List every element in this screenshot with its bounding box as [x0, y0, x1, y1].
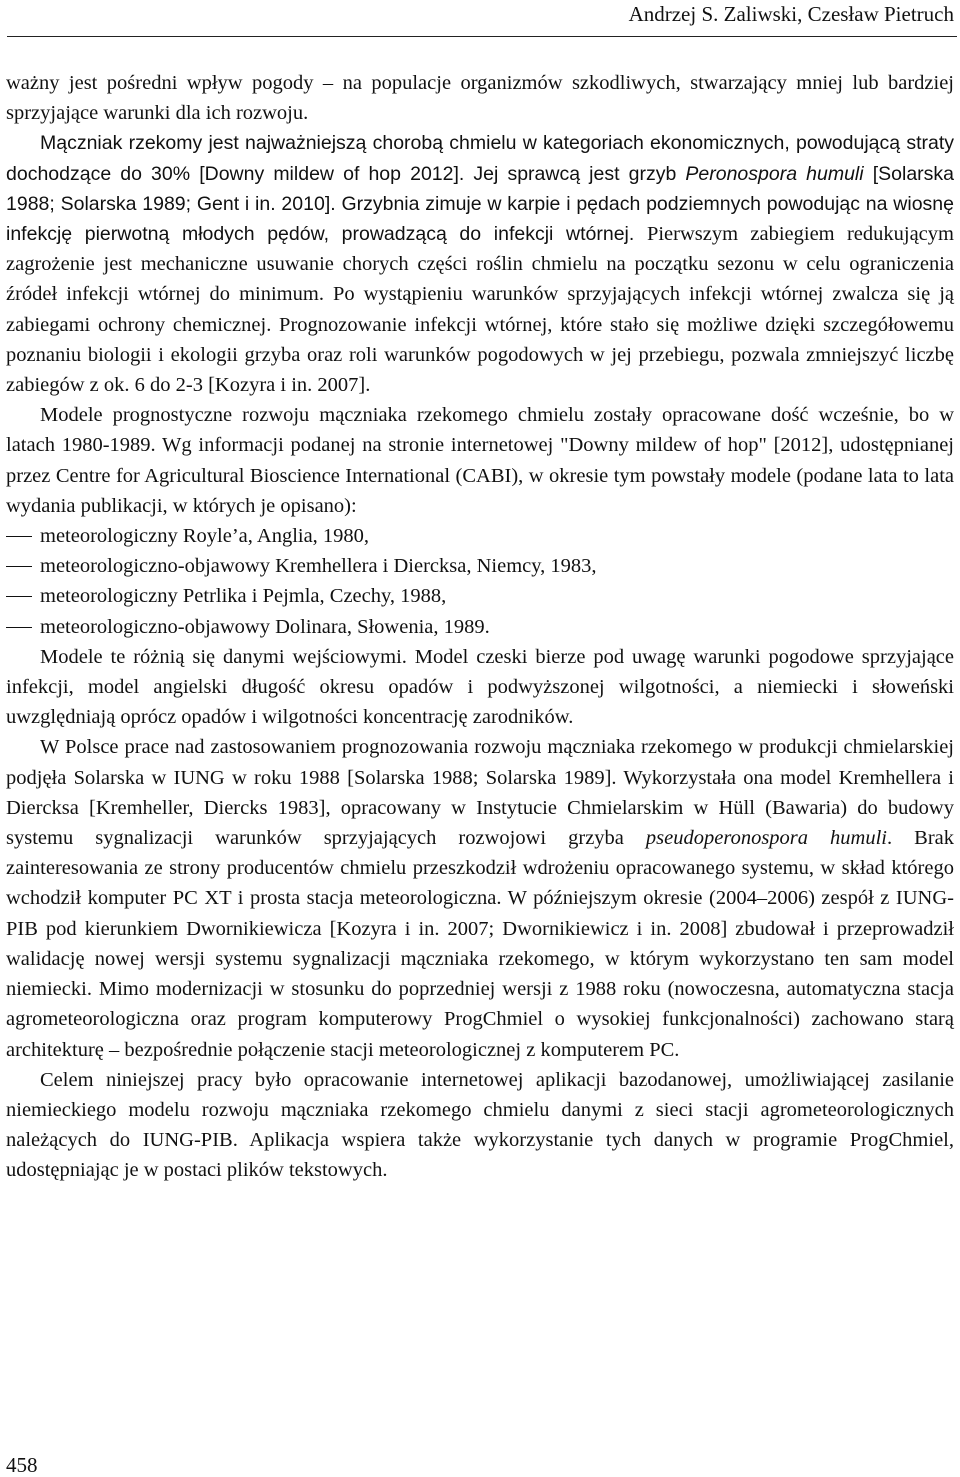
list-item	[6, 581, 954, 611]
page-number: 458	[6, 1453, 38, 1477]
list-item-text: meteorologiczny Royle’a, Anglia, 1980,	[40, 525, 370, 548]
paragraph-5: Celem niniejszej pracy było opracowanie internetowej aplikacji bazodanowej, umożliwiającej zasilanie niemieckiego modelu rozwoju mączniaka rzekomego chmielu danymi z sieci stacji agrometeorologicznych należących do IUNG-PIB. Aplikacja wspiera także wykorzystanie tych danych w programie ProgChmiel, udostępniając je w postaci plików tekstowych.	[6, 1068, 954, 1182]
list-item	[6, 521, 954, 551]
paragraph-1-lead: ważny jest pośredni wpływ pogody – na populacje organizmów szkodliwych, stwarzający mniej lub bardziej sprzyjające warunki dla ich rozwoju.	[6, 72, 954, 125]
paragraph-3: Modele te różnią się danymi wejściowymi. Model czeski bierze pod uwagę warunki pogodowe sprzyjające infekcji, model angielski długość okresu opadów i podwyższonej wilgotności, a niemiecki i słoweński uwzględniają oprócz opadów i wilgotności koncentrację zarodników.	[6, 645, 954, 729]
list-item	[6, 612, 954, 642]
paragraph-1-sans-b: [Solarska 1988; Solarska 1989; Gent i in. 2010]. Grzybnia zimuje w karpie i pędach podziemnych powodując na wiosnę infekcję pierwotną młodych pędów, prowadzącą do infekcji wtórnej.	[6, 162, 954, 246]
list-item-text: meteorologiczno-objawowy Kremhellera i Diercksa, Niemcy, 1983,	[40, 555, 597, 578]
list-item-text: meteorologiczny Petrlika i Pejmla, Czechy, 1988,	[40, 585, 447, 608]
paragraph-1-serif: Pierwszym zabiegiem redukującym zagrożenie jest mechaniczne usuwanie chorych części roślin chmielu na początku sezonu w celu ograniczenia źródeł infekcji wtórnej do minimum. Po wystąpieniu warunków sprzyjających infekcji wtórnej zwalcza się ją zabiegami ochrony chemicznej. Prognozowanie infekcji wtórnej, które stało się możliwe dzięki szczegółowemu poznaniu biologii i ekologii grzyba oraz roli warunków pogodowych w jej przebiegu, pozwala zmniejszyć liczbę zabiegów z ok. 6 do 2-3 [Kozyra i in. 2007].	[6, 223, 954, 397]
dash-bullet	[6, 596, 32, 597]
dash-bullet	[6, 627, 32, 628]
paragraph-1	[6, 68, 954, 400]
running-header: Andrzej S. Zaliwski, Czesław Pietruch	[628, 2, 954, 26]
dash-bullet	[6, 536, 32, 537]
paragraph-1-sans-a: Mączniak rzekomy jest najważniejszą chorobą chmielu w kategoriach ekonomicznych, powodującą straty dochodzące do 30% [Downy mildew of hop 2012]. Jej sprawcą jest grzyb	[6, 132, 954, 185]
list-item-text: meteorologiczno-objawowy Dolinara, Słowenia, 1989.	[40, 615, 490, 638]
list-item	[6, 551, 954, 581]
dash-bullet	[6, 566, 32, 567]
species-name: Peronospora humuli	[685, 162, 864, 185]
header-rule	[7, 36, 957, 37]
model-list	[6, 521, 954, 642]
species-name-2: pseudoperonospora humuli	[645, 827, 887, 850]
paragraph-4-c: . Brak zainteresowania ze strony producentów chmielu przeszkodził wdrożeniu opracowanego systemu, w skład którego wchodził komputer PC XT i prosta stacja meteorologiczna. W późniejszym okresie (2004–2006) zespół z IUNG-PIB pod kierunkiem Dwornikiewicza [Kozyra i in. 2007; Dwornikiewicz i in. 2008] zbudował i przeprowadził walidację nowej wersji systemu sygnalizacji mączniaka rzekomego, w którym wykorzystano ten sam model niemiecki. Mimo modernizacji w stosunku do poprzedniej wersji z 1988 roku (nowoczesna, automatyczna stacja agrometeorologiczna oraz program komputerowy ProgChmiel o wysokiej funkcjonalności) zachowano starą architekturę – bezpośrednie połączenie stacji meteorologicznej z komputerem PC.	[6, 827, 954, 1061]
paragraph-2: Modele prognostyczne rozwoju mączniaka rzekomego chmielu zostały opracowane dość wcześnie, bo w latach 1980-1989. Wg informacji podanej na stronie internetowej "Downy mildew of hop" [2012], udostępnianej przez Centre for Agricultural Bioscience International (CABI), w okresie tym powstały modele (podane lata to lata wydania publikacji, w których je opisano):	[6, 404, 954, 517]
paragraph-4-a: W Polsce prace nad zastosowaniem prognozowania rozwoju mączniaka rzekomego w produkcji chmielarskiej podjęła Solarska w IUNG w roku 1988 [Solarska 1988; Solarska 1989]. Wykorzystała ona model Kremhellera i Diercksa [Kremheller, Diercks 1983], opracowany w Instytucie Chmielarskim w Hüll (Bawaria) do budowy systemu sygnalizacji warunków sprzyjających rozwojowi grzyba	[6, 736, 954, 850]
paragraph-4	[6, 732, 954, 1064]
page-body	[6, 68, 954, 1186]
